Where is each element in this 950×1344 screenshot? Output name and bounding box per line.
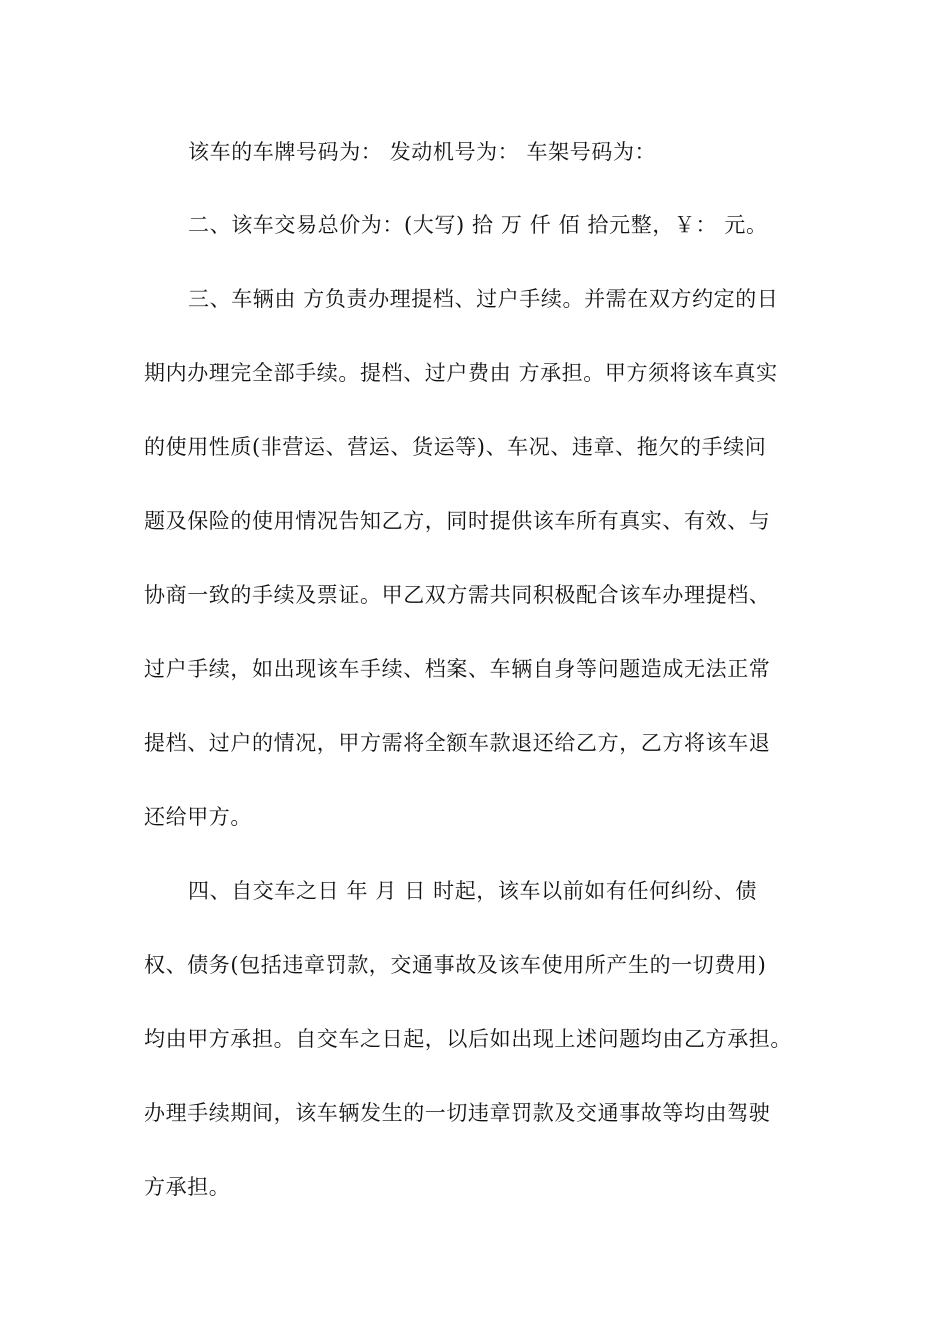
- paragraph-line: 过户手续，如出现该车手续、档案、车辆自身等问题造成无法正常: [144, 657, 771, 681]
- paragraph-line: 权、债务(包括违章罚款，交通事故及该车使用所产生的一切费用): [144, 953, 767, 977]
- paragraph-line: 协商一致的手续及票证。甲乙双方需共同积极配合该车办理提档、: [144, 583, 771, 607]
- paragraph-line: 该车的车牌号码为： 发动机号为： 车架号码为：: [188, 140, 657, 164]
- paragraph-line: 二、该车交易总价为：(大写) 拾 万 仟 佰 拾元整，￥： 元。: [188, 213, 768, 237]
- paragraph-line: 还给甲方。: [144, 805, 252, 829]
- paragraph-line: 三、车辆由 方负责办理提档、过户手续。并需在双方约定的日: [188, 287, 779, 311]
- paragraph-line: 四、自交车之日 年 月 日 时起，该车以前如有任何纠纷、债: [188, 879, 758, 903]
- paragraph-line: 方承担。: [144, 1175, 231, 1199]
- paragraph-line: 办理手续期间，该车辆发生的一切违章罚款及交通事故等均由驾驶: [144, 1101, 771, 1125]
- paragraph-line: 的使用性质(非营运、营运、货运等)、车况、违章、拖欠的手续问: [144, 435, 767, 459]
- paragraph-line: 提档、过户的情况，甲方需将全额车款退还给乙方，乙方将该车退: [144, 731, 771, 755]
- paragraph-line: 期内办理完全部手续。提档、过户费由 方承担。甲方须将该车真实: [144, 361, 778, 385]
- paragraph-line: 均由甲方承担。自交车之日起，以后如出现上述问题均由乙方承担。: [144, 1027, 792, 1051]
- paragraph-line: 题及保险的使用情况告知乙方，同时提供该车所有真实、有效、与: [144, 509, 771, 533]
